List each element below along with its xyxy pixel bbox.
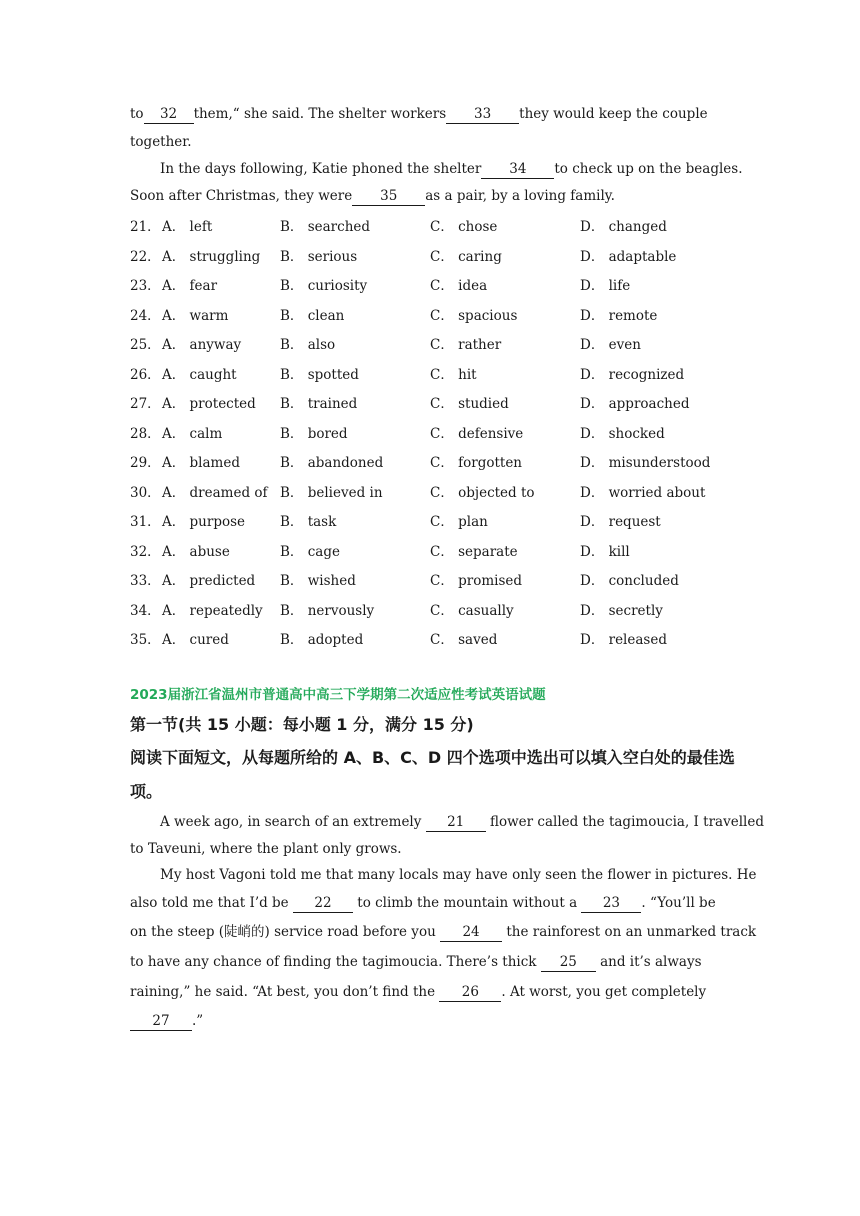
blank-25: 25 xyxy=(541,953,596,972)
option-d: D． shocked xyxy=(580,425,665,442)
option-c: C． studied xyxy=(430,396,509,412)
blank-26: 26 xyxy=(439,983,501,1002)
passage-line: together. xyxy=(130,134,192,150)
passage-text: A week ago, in search of an extremely xyxy=(160,814,422,830)
question-number: 35． xyxy=(130,632,161,648)
passage-text: Soon after Christmas, they were xyxy=(130,188,353,204)
option-c: C． idea xyxy=(430,278,488,294)
option-row xyxy=(130,357,730,387)
option-d: D． even xyxy=(580,337,641,353)
option-b: B． wished xyxy=(280,573,356,589)
option-b: B． adopted xyxy=(280,632,364,648)
passage-text: raining,” he said. “At best, you don’t find the xyxy=(130,984,436,1000)
blank-22: 22 xyxy=(293,894,353,913)
question-number: 23． xyxy=(130,278,161,294)
option-row xyxy=(130,268,730,298)
option-a: A． left xyxy=(162,219,213,235)
passage-line: to Taveuni, where the plant only grows. xyxy=(130,841,402,857)
instruction-text: 阅读下面短文，从每题所给的 A、B、C、D 四个选项中选出可以填入空白处的最佳选项。 xyxy=(130,748,735,801)
passage-text: .” xyxy=(192,1013,204,1029)
question-number: 29． xyxy=(130,455,161,471)
option-b: B． clean xyxy=(280,307,345,324)
option-c: C． plan xyxy=(430,514,488,530)
passage-text: to climb the mountain without a xyxy=(357,895,578,911)
question-number: 22． xyxy=(130,248,161,265)
passage-text: to check up on the beagles. xyxy=(554,161,743,177)
question-number: 34． xyxy=(130,602,161,619)
option-d: D． misunderstood xyxy=(580,455,711,471)
option-row xyxy=(130,593,730,623)
passage-line: My host Vagoni told me that many locals may have only seen the flower in pictures. He xyxy=(160,867,757,883)
option-c: C． separate xyxy=(430,543,518,560)
option-a: A． dreamed of xyxy=(162,484,268,501)
blank-23: 23 xyxy=(581,894,641,913)
option-a: A． repeatedly xyxy=(162,602,263,619)
option-b: B． believed in xyxy=(280,484,383,501)
option-d: D． changed xyxy=(580,219,667,235)
option-a: A． purpose xyxy=(162,514,246,530)
passage-text: In the days following, Katie phoned the shelter xyxy=(160,161,482,177)
passage-text: . At worst, you get completely xyxy=(501,984,707,1000)
question-number: 27． xyxy=(130,396,161,412)
question-number: 25． xyxy=(130,337,161,353)
passage-text: they would keep the couple xyxy=(519,106,708,122)
option-c: C． casually xyxy=(430,602,514,619)
option-row xyxy=(130,416,730,446)
option-row xyxy=(130,504,730,534)
blank-33: 33 xyxy=(446,105,519,124)
question-number: 32． xyxy=(130,543,161,560)
option-c: C． rather xyxy=(430,337,502,353)
option-c: C． hit xyxy=(430,366,477,383)
blank-32: 32 xyxy=(144,105,194,124)
source-title: 2023届浙江省温州市普通高中高三下学期第二次适应性考试英语试题 xyxy=(130,687,546,703)
passage-line xyxy=(130,156,760,183)
question-number: 26． xyxy=(130,366,161,383)
option-row xyxy=(130,475,730,505)
passage-text: . “You’ll be xyxy=(641,895,716,911)
passage-text: as a pair, by a loving family. xyxy=(425,188,615,204)
passage-text: them,“ she said. The shelter workers xyxy=(193,106,447,122)
blank-21: 21 xyxy=(426,813,486,832)
option-c: C． chose xyxy=(430,219,498,235)
option-c: C． saved xyxy=(430,632,498,648)
passage-line xyxy=(130,808,765,838)
option-d: D． recognized xyxy=(580,366,685,383)
option-a: A． cured xyxy=(162,632,229,648)
passage-line xyxy=(130,183,730,210)
option-d: D． request xyxy=(580,514,661,530)
passage-line xyxy=(130,889,735,919)
question-number: 31． xyxy=(130,514,161,530)
passage-text: and it’s always xyxy=(600,954,702,970)
option-a: A． caught xyxy=(162,366,237,383)
option-a: A． predicted xyxy=(162,573,256,589)
option-c: C． defensive xyxy=(430,425,524,442)
blank-35: 35 xyxy=(352,187,425,206)
option-b: B． bored xyxy=(280,425,348,442)
option-row xyxy=(130,327,730,357)
option-row xyxy=(130,298,730,328)
passage-text: also told me that I’d be xyxy=(130,895,289,911)
question-number: 28． xyxy=(130,425,161,442)
option-a: A． blamed xyxy=(162,455,240,471)
option-row xyxy=(130,622,730,652)
blank-34: 34 xyxy=(481,160,554,179)
option-b: B． searched xyxy=(280,219,371,235)
option-row xyxy=(130,209,730,239)
options-list xyxy=(130,209,730,652)
option-b: B． nervously xyxy=(280,602,375,619)
option-c: C． spacious xyxy=(430,307,518,324)
passage-line xyxy=(130,918,757,948)
section-heading: 第一节(共 15 小题：每小题 1 分，满分 15 分) xyxy=(130,715,474,734)
option-c: C． forgotten xyxy=(430,455,523,471)
option-a: A． struggling xyxy=(162,248,261,265)
option-d: D． remote xyxy=(580,307,658,324)
option-b: B． spotted xyxy=(280,366,359,383)
option-b: B． cage xyxy=(280,543,340,560)
option-a: A． calm xyxy=(162,425,223,442)
question-number: 21． xyxy=(130,219,161,235)
option-d: D． kill xyxy=(580,543,630,560)
blank-24: 24 xyxy=(440,923,502,942)
option-a: A． anyway xyxy=(162,337,242,353)
passage-line xyxy=(130,948,735,978)
passage-text: on the steep (陡峭的) service road before you xyxy=(130,924,436,940)
option-d: D． worried about xyxy=(580,484,706,501)
option-b: B． serious xyxy=(280,248,358,265)
question-number: 24． xyxy=(130,307,161,324)
option-d: D． life xyxy=(580,278,631,294)
option-b: B． curiosity xyxy=(280,278,368,294)
option-c: C． caring xyxy=(430,248,502,265)
passage-text: flower called the tagimoucia, I travelled xyxy=(489,814,764,830)
option-row xyxy=(130,386,730,416)
option-a: A． warm xyxy=(162,307,229,324)
option-row xyxy=(130,239,730,269)
option-b: B． trained xyxy=(280,396,358,412)
option-row xyxy=(130,534,730,564)
blank-27: 27 xyxy=(130,1012,192,1031)
option-d: D． approached xyxy=(580,396,690,412)
option-d: D． concluded xyxy=(580,573,679,589)
option-b: B． task xyxy=(280,514,337,530)
passage-line xyxy=(130,1007,735,1037)
option-a: A． abuse xyxy=(162,543,230,560)
option-a: A． protected xyxy=(162,396,256,412)
option-row xyxy=(130,563,730,593)
passage-line xyxy=(130,101,730,128)
option-b: B． also xyxy=(280,337,336,353)
question-number: 30． xyxy=(130,484,161,501)
option-c: C． objected to xyxy=(430,484,535,501)
option-d: D． released xyxy=(580,632,667,648)
option-b: B． abandoned xyxy=(280,455,384,471)
option-c: C． promised xyxy=(430,573,523,589)
passage-text: to have any chance of finding the tagimoucia. There’s thick xyxy=(130,954,537,970)
passage-text: to xyxy=(130,106,144,122)
option-row xyxy=(130,445,730,475)
passage-line xyxy=(130,978,735,1008)
passage-text: the rainforest on an unmarked track xyxy=(506,924,757,940)
question-number: 33． xyxy=(130,573,161,589)
option-a: A． fear xyxy=(162,278,218,294)
option-d: D． secretly xyxy=(580,602,663,619)
option-d: D． adaptable xyxy=(580,248,677,265)
